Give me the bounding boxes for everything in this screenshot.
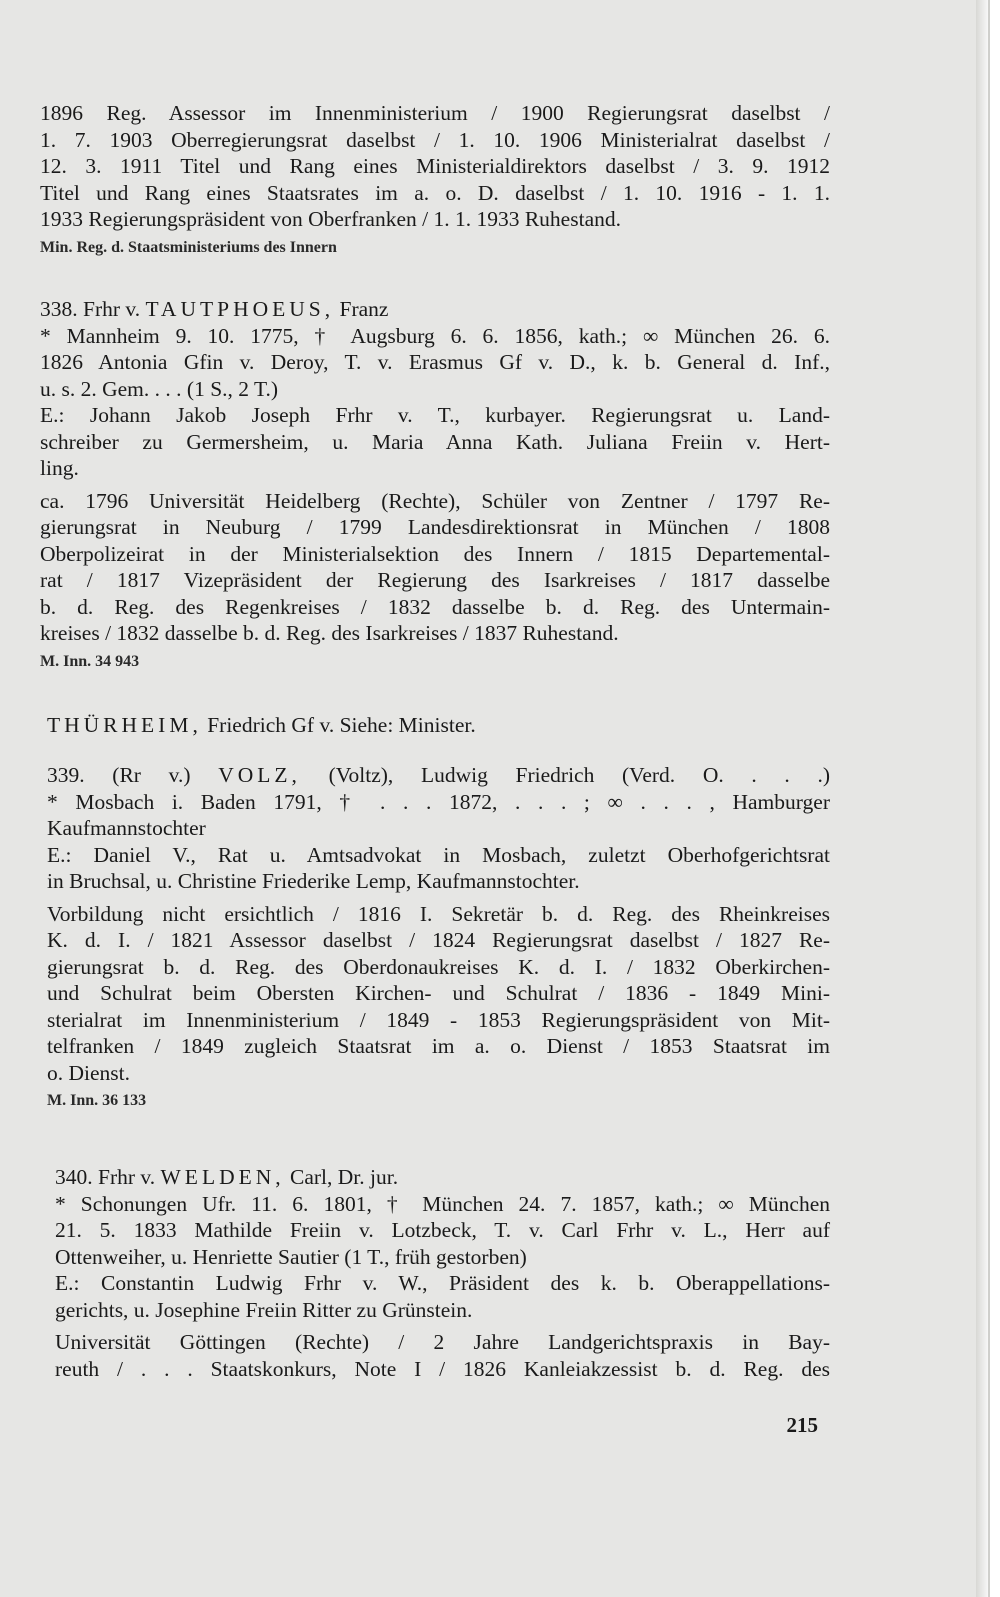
text-line: Kaufmannstochter	[47, 816, 206, 840]
entry-heading	[40, 296, 830, 323]
text-line: o. Dienst.	[47, 1060, 131, 1085]
text-line: 1896 Reg. Assessor im Innenministerium / 1900 Regierungsrat daselbst /	[40, 101, 830, 125]
text-line: E.: Constantin Ludwig Frhr v. W., Präsident des k. b. Oberappellations-	[55, 1271, 830, 1295]
text-line: 1933 Regierungspräsident von Oberfranken / 1. 1. 1933 Ruhestand.	[40, 207, 621, 231]
entry-surname: WELDEN,	[160, 1165, 285, 1189]
entry-surname: VOLZ,	[218, 763, 301, 787]
text-line: Universität Göttingen (Rechte) / 2 Jahre Landgerichtspraxis in Bay-	[55, 1330, 830, 1354]
entry-heading	[55, 1164, 830, 1191]
text-line: E.: Johann Jakob Joseph Frhr v. T., kurbayer. Regierungsrat u. Land-	[40, 403, 830, 427]
text-line: schreiber zu Germersheim, u. Maria Anna Kath. Juliana Freiin v. Hert-	[40, 429, 830, 454]
text-line: K. d. I. / 1821 Assessor daselbst / 1824 Regierungsrat daselbst / 1827 Re-	[47, 928, 830, 952]
entry-given-name: Franz	[339, 297, 389, 321]
text-line: Titel und Rang eines Staatsrates im a. o. D. daselbst / 1. 10. 1916 - 1. 1.	[40, 180, 830, 205]
entry-number: 340. Frhr v.	[55, 1165, 156, 1189]
text-line: Vorbildung nicht ersichtlich / 1816 I. Sekretär b. d. Reg. des Rheinkreises	[47, 901, 830, 926]
entry-339	[47, 762, 830, 1112]
source-reference: Min. Reg. d. Staatsministeriums des Innern	[40, 238, 337, 256]
text-line: * Schonungen Ufr. 11. 6. 1801, † München 24. 7. 1857, kath.; ∞ München	[55, 1191, 830, 1216]
source-reference: M. Inn. 34 943	[40, 652, 140, 670]
text-line: ling.	[40, 456, 79, 480]
text-line: 1. 7. 1903 Oberregierungsrat daselbst / 1. 10. 1906 Ministerialrat daselbst /	[40, 127, 830, 152]
entry-number: 339. (Rr v.)	[47, 763, 191, 787]
entry-340	[55, 1164, 830, 1382]
text-line: 12. 3. 1911 Titel und Rang eines Ministerialdirektors daselbst / 3. 9. 1912	[40, 154, 830, 178]
text-line: 21. 5. 1833 Mathilde Freiin v. Lotzbeck, T. v. Carl Frhr v. L., Herr auf	[55, 1218, 830, 1242]
entry-given-name: Carl, Dr. jur.	[290, 1165, 399, 1189]
text-line: Oberpolizeirat in der Ministerialsektion des Innern / 1815 Departemental-	[40, 541, 830, 566]
text-line: E.: Daniel V., Rat u. Amtsadvokat in Mosbach, zuletzt Oberhofgerichtsrat	[47, 842, 830, 867]
entry-surname: THÜRHEIM,	[47, 713, 202, 737]
text-line: b. d. Reg. des Regenkreises / 1832 dasselbe b. d. Reg. des Untermain-	[40, 594, 830, 619]
text-line: und Schulrat beim Obersten Kirchen- und Schulrat / 1836 - 1849 Mini-	[47, 981, 830, 1005]
text-line: telfranken / 1849 zugleich Staatsrat im a. o. Dienst / 1853 Staatsrat im	[47, 1034, 830, 1058]
cross-reference-text: Friedrich Gf v. Siehe: Minister.	[207, 713, 476, 737]
entry-given-name: (Voltz), Ludwig Friedrich (Verd. O. . . .)	[328, 763, 831, 787]
text-line: u. s. 2. Gem. . . . (1 S., 2 T.)	[40, 376, 279, 401]
source-reference: M. Inn. 36 133	[47, 1092, 147, 1109]
text-line: * Mannheim 9. 10. 1775, † Augsburg 6. 6. 1856, kath.; ∞ München 26. 6.	[40, 323, 830, 348]
text-line: ca. 1796 Universität Heidelberg (Rechte), Schüler von Zentner / 1797 Re-	[40, 488, 830, 513]
entry-heading	[47, 762, 830, 789]
continuation-entry	[40, 100, 830, 259]
text-line: 1826 Antonia Gfin v. Deroy, T. v. Erasmus Gf v. D., k. b. General d. Inf.,	[40, 350, 830, 374]
text-line: gierungsrat b. d. Reg. des Oberdonaukreises K. d. I. / 1832 Oberkirchen-	[47, 954, 830, 979]
text-line: rat / 1817 Vizepräsident der Regierung des Isarkreises / 1817 dasselbe	[40, 568, 830, 592]
text-line: gierungsrat in Neuburg / 1799 Landesdirektionsrat in München / 1808	[40, 515, 830, 539]
text-line: reuth / . . . Staatskonkurs, Note I / 1826 Kanleiakzessist b. d. Reg. des	[55, 1356, 830, 1381]
entry-heading	[47, 712, 837, 739]
text-line: * Mosbach i. Baden 1791, † . . . 1872, . . . ; ∞ . . . , Hamburger	[47, 789, 830, 814]
text-line: gerichts, u. Josephine Freiin Ritter zu Grünstein.	[55, 1297, 473, 1322]
text-line: sterialrat im Innenministerium / 1849 - 1853 Regierungspräsident von Mit-	[47, 1007, 830, 1032]
entry-surname: TAUTPHOEUS,	[145, 297, 335, 321]
page-edge-shadow	[976, 0, 988, 1597]
entry-number: 338. Frhr v.	[40, 297, 141, 321]
page-number: 215	[786, 1413, 818, 1437]
entry-338	[40, 296, 830, 673]
text-line: kreises / 1832 dasselbe b. d. Reg. des Isarkreises / 1837 Ruhestand.	[40, 621, 619, 645]
cross-reference-entry	[47, 712, 837, 739]
text-line: Ottenweiher, u. Henriette Sautier (1 T., früh gestorben)	[55, 1244, 527, 1269]
text-line: in Bruchsal, u. Christine Friederike Lemp, Kaufmannstochter.	[47, 869, 580, 893]
